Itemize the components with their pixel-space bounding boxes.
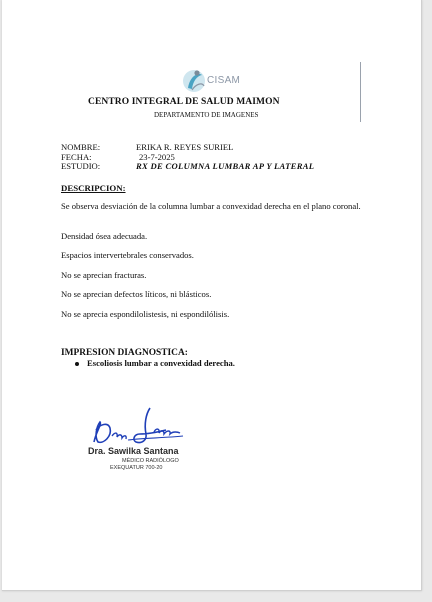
impression-item [75, 358, 235, 368]
patient-info [61, 143, 314, 172]
finding-5: No se aprecian defectos líticos, ni blásticos. [61, 289, 212, 299]
name-label: NOMBRE: [61, 142, 101, 152]
study-value: RX DE COLUMNA LUMBAR AP Y LATERAL [136, 161, 315, 172]
finding-2: Densidad ósea adecuada. [61, 231, 148, 241]
organization-name: CENTRO INTEGRAL DE SALUD MAIMON [88, 97, 280, 107]
date-value: 23-7-2025 [139, 151, 175, 162]
finding-4: No se aprecian fracturas. [61, 270, 147, 280]
impression-title: IMPRESION DIAGNOSTICA: [61, 348, 188, 358]
description-title: DESCRIPCION: [61, 183, 126, 193]
finding-1: Se observa desviación de la columna lumbar a convexidad derecha en el plano coronal. [61, 201, 361, 211]
study-row [61, 162, 314, 172]
signer-title: MÉDICO RADIÓLOGO [122, 458, 179, 464]
signer-exequatur: EXEQUATUR 700-20 [110, 465, 163, 471]
handwritten-signature-icon [88, 402, 188, 450]
signer-name: Dra. Sawilka Santana [88, 446, 179, 456]
study-label: ESTUDIO: [61, 161, 101, 172]
impression-text: Escoliosis lumbar a convexidad derecha. [87, 358, 235, 368]
patient-name-row [61, 143, 314, 153]
department-name: DEPARTAMENTO DE IMAGENES [154, 111, 259, 119]
bullet-icon [75, 362, 79, 366]
finding-6: No se aprecia espondilolistesis, ni espondilólisis. [61, 309, 230, 319]
logo-wordmark: CISAM [207, 75, 241, 86]
date-label: FECHA: [61, 151, 92, 162]
header-divider [360, 62, 361, 122]
document-page [2, 0, 422, 591]
finding-3: Espacios intervertebrales conservados. [61, 250, 194, 260]
name-value: ERIKA R. REYES SURIEL [136, 142, 234, 152]
